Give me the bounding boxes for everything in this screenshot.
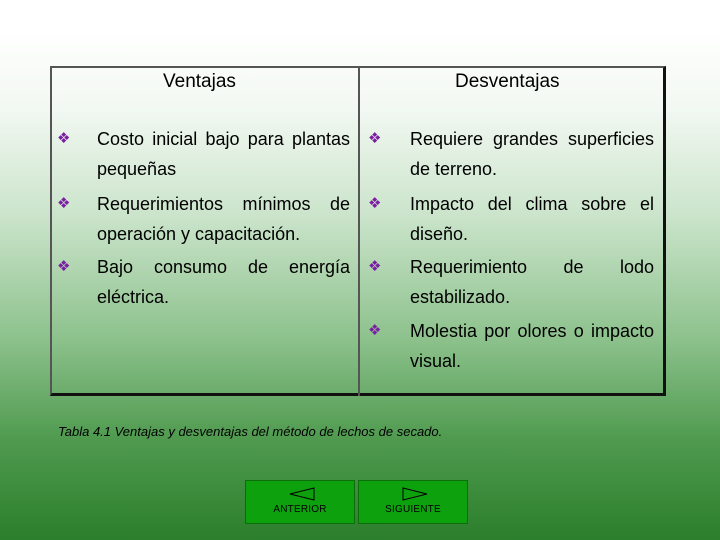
- header-ventajas: Ventajas: [163, 71, 236, 92]
- disadvantage-item: Requiere grandes superficies de terreno.: [410, 129, 654, 179]
- next-button[interactable]: [358, 480, 468, 524]
- advantage-item: Costo inicial bajo para plantas pequeñas: [97, 129, 350, 179]
- previous-label: ANTERIOR: [273, 504, 327, 515]
- disadvantage-item: Molestia por olores o impacto visual.: [410, 321, 654, 371]
- left-arrow-icon: [288, 487, 316, 501]
- diamond-bullet-icon: ❖: [368, 258, 382, 275]
- diamond-bullet-icon: ❖: [57, 130, 71, 147]
- diamond-bullet-icon: ❖: [57, 195, 71, 212]
- disadvantage-item: Requerimiento de lodo estabilizado.: [410, 257, 654, 307]
- table-caption: Tabla 4.1 Ventajas y desventajas del método de lechos de secado.: [58, 424, 443, 439]
- diamond-bullet-icon: ❖: [57, 258, 71, 275]
- diamond-bullet-icon: ❖: [368, 195, 382, 212]
- disadvantage-item: Impacto del clima sobre el diseño.: [410, 194, 654, 244]
- diamond-bullet-icon: ❖: [368, 130, 382, 147]
- previous-button[interactable]: [245, 480, 355, 524]
- header-desventajas: Desventajas: [455, 71, 560, 92]
- advantage-item: Bajo consumo de energía eléctrica.: [97, 257, 350, 307]
- advantage-item: Requerimientos mínimos de operación y capacitación.: [97, 194, 350, 244]
- next-label: SIGUIENTE: [385, 504, 441, 515]
- right-arrow-icon: [401, 487, 429, 501]
- column-divider: [358, 66, 360, 396]
- diamond-bullet-icon: ❖: [368, 322, 382, 339]
